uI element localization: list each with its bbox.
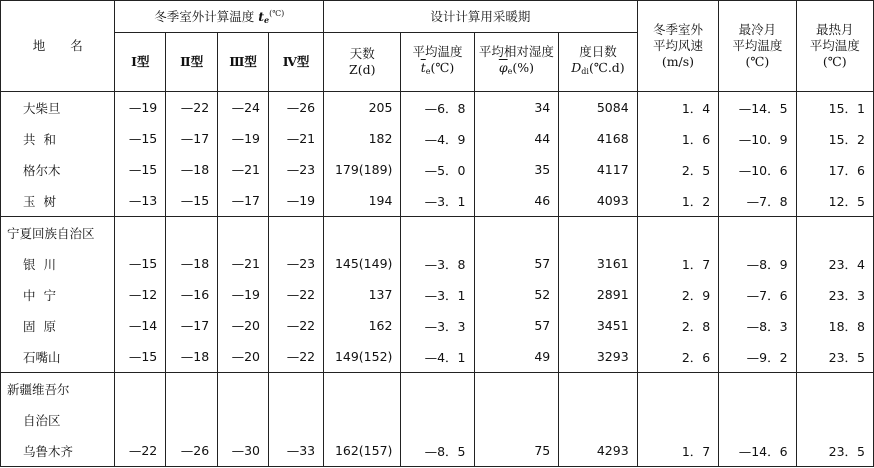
empty-cell [218, 217, 269, 249]
type2-temp: —18 [166, 248, 218, 279]
empty-cell [115, 373, 166, 405]
empty-cell [637, 373, 719, 405]
hottest-month-temp: 23．5 [796, 341, 873, 373]
table-row [1, 310, 874, 341]
group-title: 宁夏回族自治区 [1, 217, 115, 249]
avg-temp: —4．1 [401, 341, 474, 373]
avg-humidity: 52 [474, 279, 559, 310]
place-name: 中宁 [1, 279, 115, 310]
place-name: 格尔木 [1, 154, 115, 185]
header-wind: 冬季室外 平均风速 (m/s) [637, 1, 719, 92]
hottest-month-temp: 23．3 [796, 279, 873, 310]
degree-days: 5084 [559, 92, 637, 124]
hottest-month-temp: 12．5 [796, 185, 873, 217]
wind-speed: 2．9 [637, 279, 719, 310]
type4-temp: —33 [269, 435, 324, 467]
place-name: 大柴旦 [1, 92, 115, 124]
degree-days: 4093 [559, 185, 637, 217]
heating-days: 145(149) [324, 248, 401, 279]
type1-temp: —14 [115, 310, 166, 341]
empty-cell [269, 373, 324, 405]
avg-temp: —5．0 [401, 154, 474, 185]
table-row [1, 248, 874, 279]
empty-cell [269, 404, 324, 435]
place-name: 乌鲁木齐 [1, 435, 115, 467]
group-header-row [1, 373, 874, 405]
heating-days: 194 [324, 185, 401, 217]
empty-cell [796, 373, 873, 405]
type3-temp: —20 [218, 310, 269, 341]
table-row [1, 123, 874, 154]
type3-temp: —21 [218, 154, 269, 185]
avg-temp: —3．8 [401, 248, 474, 279]
degree-days: 4293 [559, 435, 637, 467]
empty-cell [796, 217, 873, 249]
header-type-2: Ⅱ型 [166, 33, 218, 92]
avg-temp: —8．5 [401, 435, 474, 467]
header-degree-days: 度日数 $D_{di}(℃.d)$ [559, 33, 637, 92]
empty-cell [559, 217, 637, 249]
empty-cell [324, 404, 401, 435]
empty-cell [401, 217, 474, 249]
coldest-month-temp: —14．6 [719, 435, 796, 467]
coldest-month-temp: —9．2 [719, 341, 796, 373]
type1-temp: —15 [115, 248, 166, 279]
type2-temp: —22 [166, 92, 218, 124]
type3-temp: —24 [218, 92, 269, 124]
degree-days: 2891 [559, 279, 637, 310]
place-name: 固原 [1, 310, 115, 341]
empty-cell [474, 217, 559, 249]
type3-temp: —30 [218, 435, 269, 467]
type3-temp: —17 [218, 185, 269, 217]
type1-temp: —19 [115, 92, 166, 124]
wind-speed: 1．6 [637, 123, 719, 154]
type2-temp: —18 [166, 341, 218, 373]
coldest-month-temp: —7．6 [719, 279, 796, 310]
heating-days: 162 [324, 310, 401, 341]
avg-temp: —3．1 [401, 185, 474, 217]
heating-days: 179(189) [324, 154, 401, 185]
place-name: 银川 [1, 248, 115, 279]
empty-cell [796, 404, 873, 435]
table-header [1, 1, 874, 92]
empty-cell [218, 373, 269, 405]
degree-days: 3161 [559, 248, 637, 279]
place-name: 共和 [1, 123, 115, 154]
degree-days: 3293 [559, 341, 637, 373]
empty-cell [166, 217, 218, 249]
wind-speed: 2．6 [637, 341, 719, 373]
type4-temp: —22 [269, 279, 324, 310]
type4-temp: —19 [269, 185, 324, 217]
type3-temp: —19 [218, 123, 269, 154]
place-name: 玉树 [1, 185, 115, 217]
type3-temp: —20 [218, 341, 269, 373]
type1-temp: —15 [115, 123, 166, 154]
degree-days: 3451 [559, 310, 637, 341]
hottest-month-temp: 23．5 [796, 435, 873, 467]
coldest-month-temp: —8．3 [719, 310, 796, 341]
heating-days: 137 [324, 279, 401, 310]
table-row [1, 154, 874, 185]
hottest-month-temp: 17．6 [796, 154, 873, 185]
degree-days: 4117 [559, 154, 637, 185]
group-header-row [1, 404, 874, 435]
heating-days: 149(152) [324, 341, 401, 373]
avg-humidity: 46 [474, 185, 559, 217]
empty-cell [637, 404, 719, 435]
avg-humidity: 34 [474, 92, 559, 124]
empty-cell [474, 373, 559, 405]
header-heating-period-group: 设计计算用采暖期 [324, 1, 638, 33]
avg-humidity: 44 [474, 123, 559, 154]
type4-temp: —22 [269, 310, 324, 341]
header-avg-temp: 平均温度 $\overline{t}_e(℃)$ [401, 33, 474, 92]
degree-days: 4168 [559, 123, 637, 154]
wind-speed: 1．2 [637, 185, 719, 217]
avg-humidity: 35 [474, 154, 559, 185]
type3-temp: —21 [218, 248, 269, 279]
coldest-month-temp: —10．6 [719, 154, 796, 185]
type4-temp: —26 [269, 92, 324, 124]
hottest-month-temp: 15．1 [796, 92, 873, 124]
empty-cell [115, 217, 166, 249]
header-type-3: Ⅲ型 [218, 33, 269, 92]
type2-temp: —26 [166, 435, 218, 467]
wind-speed: 2．5 [637, 154, 719, 185]
type2-temp: —18 [166, 154, 218, 185]
type2-temp: —17 [166, 123, 218, 154]
avg-temp: —3．3 [401, 310, 474, 341]
coldest-month-temp: —7．8 [719, 185, 796, 217]
heating-days: 162(157) [324, 435, 401, 467]
avg-temp: —4．9 [401, 123, 474, 154]
table-row [1, 185, 874, 217]
wind-speed: 1．4 [637, 92, 719, 124]
header-type-1: Ⅰ型 [115, 33, 166, 92]
empty-cell [559, 404, 637, 435]
hottest-month-temp: 18．8 [796, 310, 873, 341]
empty-cell [637, 217, 719, 249]
avg-temp: —3．1 [401, 279, 474, 310]
avg-humidity: 57 [474, 310, 559, 341]
type4-temp: —21 [269, 123, 324, 154]
type1-temp: —15 [115, 341, 166, 373]
type2-temp: —17 [166, 310, 218, 341]
type4-temp: —23 [269, 248, 324, 279]
header-avg-humidity: 平均相对湿度 $\overline{\varphi}_e(\%)$ [474, 33, 559, 92]
coldest-month-temp: —10．9 [719, 123, 796, 154]
coldest-month-temp: —14．5 [719, 92, 796, 124]
group-title: 新疆维吾尔 [1, 373, 115, 405]
header-type-4: Ⅳ型 [269, 33, 324, 92]
empty-cell [719, 373, 796, 405]
wind-speed: 1．7 [637, 248, 719, 279]
header-place: 地 名 [1, 1, 115, 92]
empty-cell [324, 217, 401, 249]
empty-cell [401, 404, 474, 435]
group-header-row [1, 217, 874, 249]
empty-cell [719, 217, 796, 249]
hottest-month-temp: 23．4 [796, 248, 873, 279]
table-row [1, 435, 874, 467]
empty-cell [559, 373, 637, 405]
table-body [1, 92, 874, 467]
type1-temp: —12 [115, 279, 166, 310]
header-winter-temp-group: 冬季室外计算温度 $t_e^{(℃)}$ [115, 1, 324, 33]
type2-temp: —16 [166, 279, 218, 310]
heating-days: 182 [324, 123, 401, 154]
group-title-line2: 自治区 [1, 404, 115, 435]
empty-cell [218, 404, 269, 435]
type1-temp: —22 [115, 435, 166, 467]
heating-days: 205 [324, 92, 401, 124]
table-row [1, 92, 874, 124]
avg-temp: —6．8 [401, 92, 474, 124]
empty-cell [166, 373, 218, 405]
empty-cell [719, 404, 796, 435]
table-row [1, 279, 874, 310]
type2-temp: —15 [166, 185, 218, 217]
type4-temp: —22 [269, 341, 324, 373]
empty-cell [166, 404, 218, 435]
table-row [1, 341, 874, 373]
avg-humidity: 49 [474, 341, 559, 373]
empty-cell [401, 373, 474, 405]
empty-cell [474, 404, 559, 435]
avg-humidity: 75 [474, 435, 559, 467]
empty-cell [324, 373, 401, 405]
place-name: 石嘴山 [1, 341, 115, 373]
header-coldest-month: 最冷月 平均温度 (℃) [719, 1, 796, 92]
empty-cell [269, 217, 324, 249]
type4-temp: —23 [269, 154, 324, 185]
header-days: 天数 Z(d) [324, 33, 401, 92]
coldest-month-temp: —8．9 [719, 248, 796, 279]
header-hottest-month: 最热月 平均温度 (℃) [796, 1, 873, 92]
empty-cell [115, 404, 166, 435]
type1-temp: —15 [115, 154, 166, 185]
wind-speed: 2．8 [637, 310, 719, 341]
type1-temp: —13 [115, 185, 166, 217]
hottest-month-temp: 15．2 [796, 123, 873, 154]
avg-humidity: 57 [474, 248, 559, 279]
wind-speed: 1．7 [637, 435, 719, 467]
type3-temp: —19 [218, 279, 269, 310]
